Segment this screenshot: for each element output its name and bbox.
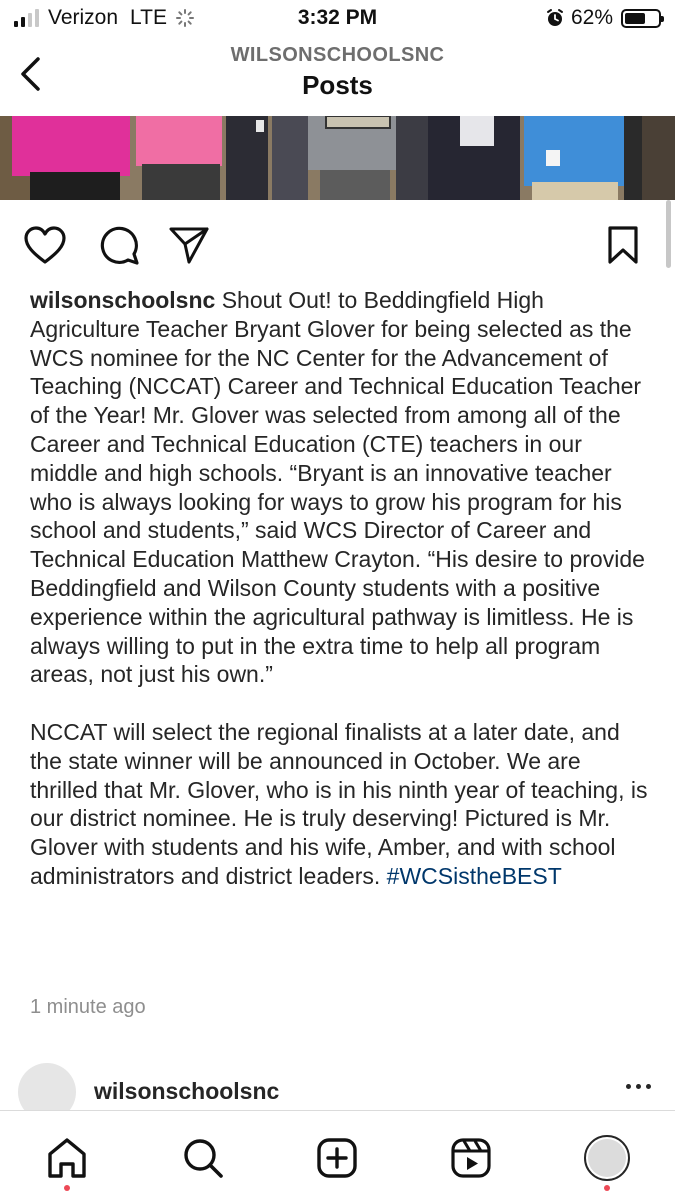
more-dot	[626, 1084, 631, 1089]
status-bar	[0, 0, 675, 40]
tab-profile[interactable]	[582, 1133, 632, 1183]
caption-text-2: NCCAT will select the regional finalists at a later date, and the state winner will be announced in October. We are thrilled that Mr. Glover, who is in his ninth year of teaching, is our district nominee. He is truly deserving! Pictured is Mr. Glover with students and his wife, Amber, and with school administrators and district leaders.	[30, 718, 648, 889]
tab-search[interactable]	[178, 1133, 228, 1183]
caption-paragraph-2	[30, 718, 650, 891]
heart-icon	[23, 225, 67, 265]
plus-square-icon	[316, 1137, 358, 1179]
page-title: Posts	[302, 70, 373, 100]
bookmark-icon	[606, 225, 640, 265]
next-post-header	[0, 1060, 675, 1112]
like-button[interactable]	[22, 222, 68, 268]
battery-icon	[621, 9, 661, 28]
top-nav-header	[0, 40, 675, 116]
post-timestamp: 1 minute ago	[30, 996, 146, 1018]
search-icon	[182, 1137, 224, 1179]
caption-text-1: Shout Out! to Beddingfield High Agriculture Teacher Bryant Glover for being selected as the WCS nominee for the NC Center for the Advancement of Teaching (NCCAT) Career and Technical Education Teacher of the Year! Mr. Glover was selected from among all of the Career and Technical Education (CTE) teachers in our middle and high schools. “Bryant is an innovative teacher who is always looking for ways to grow his program for his school and students,” said WCS Director of Career and Technical Education Matthew Crayton. “His desire to provide Beddingfield and Wilson County students with a positive experience within the agricultural pathway is limitless. He is always willing to put in the extra time to help all program areas, not just his own.”	[30, 287, 645, 688]
status-time: 3:32 PM	[297, 6, 378, 29]
more-dot	[646, 1084, 651, 1089]
network-type: LTE	[130, 6, 168, 29]
carrier-name: Verizon	[48, 6, 119, 29]
status-right	[545, 6, 661, 30]
comment-icon	[98, 224, 140, 266]
next-post-username[interactable]: wilsonschoolsnc	[94, 1078, 280, 1104]
paper-plane-icon	[168, 225, 210, 265]
hashtag-link[interactable]: #WCSistheBEST	[386, 862, 562, 889]
more-dot	[636, 1084, 641, 1089]
save-button[interactable]	[600, 222, 646, 268]
tab-reels[interactable]	[446, 1133, 496, 1183]
notification-dot	[604, 1185, 610, 1191]
profile-avatar	[584, 1135, 630, 1181]
post-caption	[30, 286, 650, 891]
alarm-clock-icon	[545, 8, 565, 28]
header-account-name: WILSONSCHOOLSNC	[230, 44, 445, 66]
battery-percent: 62%	[570, 6, 613, 29]
bottom-tab-bar	[0, 1110, 675, 1200]
more-options-button[interactable]	[626, 1084, 651, 1089]
caption-username[interactable]: wilsonschoolsnc	[30, 287, 216, 313]
comment-button[interactable]	[96, 222, 142, 268]
notification-dot	[64, 1185, 70, 1191]
post-photo-illustration	[0, 116, 675, 200]
caption-paragraph-1	[30, 286, 650, 689]
tab-create[interactable]	[312, 1133, 362, 1183]
post-image[interactable]	[0, 116, 675, 200]
tab-home[interactable]	[42, 1133, 92, 1183]
post-action-bar	[0, 220, 675, 270]
home-icon	[45, 1136, 89, 1180]
share-button[interactable]	[166, 222, 212, 268]
reels-icon	[450, 1137, 492, 1179]
